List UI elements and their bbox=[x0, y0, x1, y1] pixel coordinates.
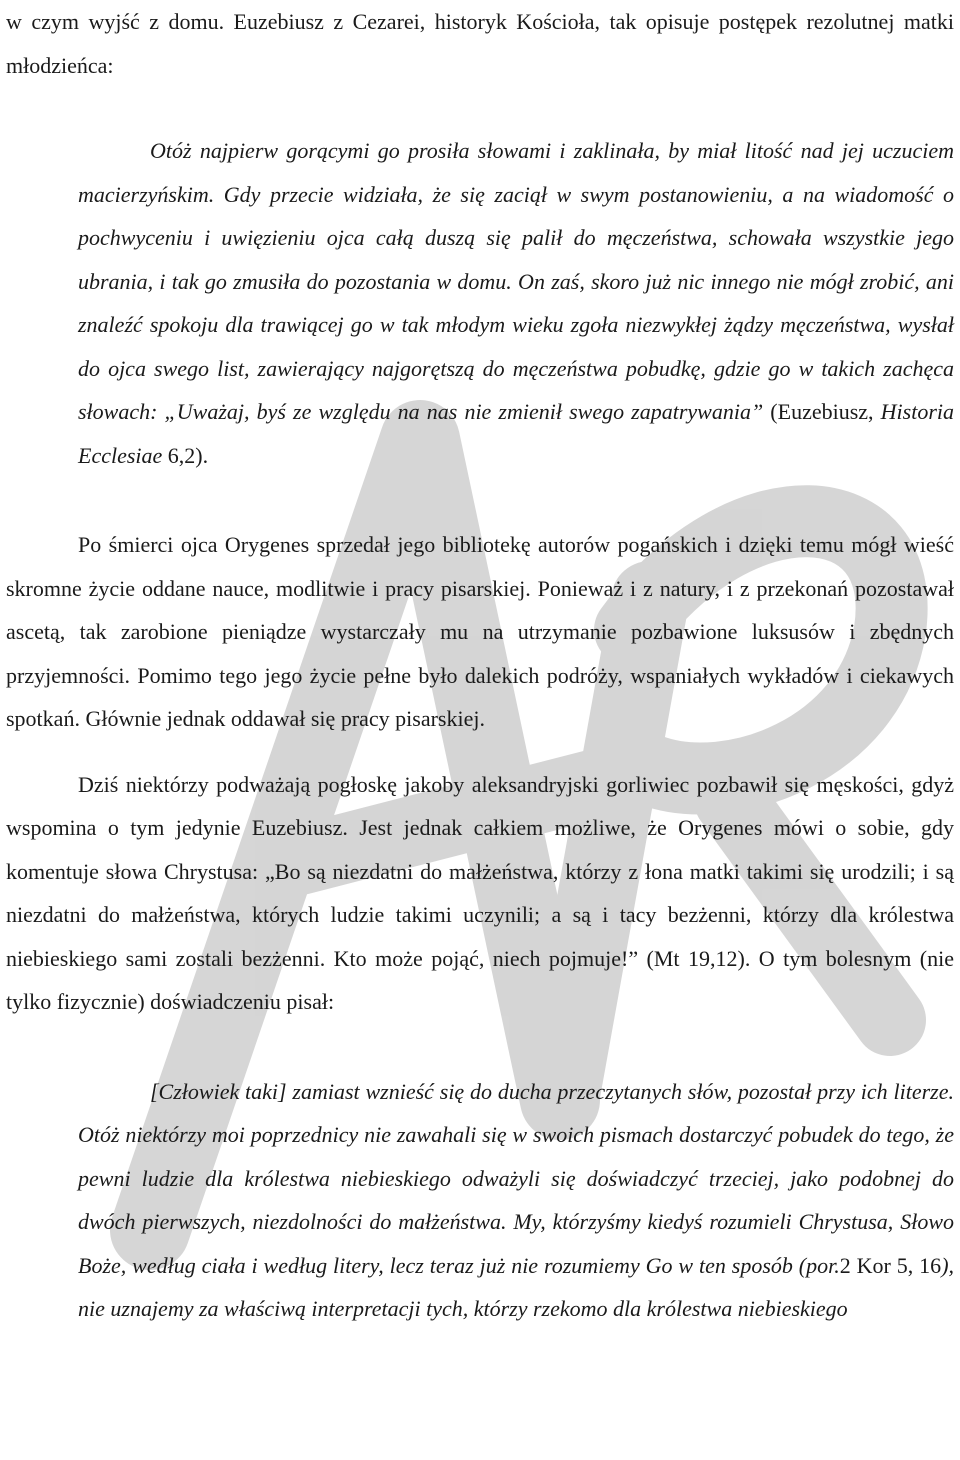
intro-text: w czym wyjść z domu. Euzebiusz z Cezarei, historyk Kościoła, tak opisuje postępek rezolutnej matki młodzieńca: bbox=[6, 9, 954, 78]
eusebius-quote bbox=[6, 129, 954, 477]
eusebius-quote-text bbox=[78, 129, 954, 477]
origen-quote bbox=[6, 1070, 954, 1331]
paragraph-library: Po śmierci ojca Orygenes sprzedał jego bibliotekę autorów pogańskich i dzięki temu mógł wieść skromne życie oddane nauce, modlitwie i pracy pisarskiej. Ponieważ i z natury, i z przekonań pozostawał ascetą, tak zarobione pieniądze wystarczały mu na utrzymanie pozbawione luksusów i zbędnych przyjemności. Pomimo tego jego życie pełne było dalekich podróży, wspaniałych wykładów i ciekawych spotkań. Głównie jednak oddawał się pracy pisarskiej. bbox=[6, 532, 954, 731]
quote2-ref: 2 Kor 5, 16 bbox=[839, 1252, 942, 1278]
quote1-source-close: 6,2). bbox=[162, 442, 209, 468]
origen-quote-text bbox=[78, 1070, 954, 1331]
paragraph-castration: Dziś niektórzy podważają pogłoskę jakoby aleksandryjski gorliwiec pozbawił się męskości, gdyż wspomina o tym jedynie Euzebiusz. Jest jednak całkiem możliwe, że Orygenes mówi o sobie, gdy komentuje słowa Chrystusa: „Bo są niezdatni do małżeństwa, którzy z łona matki takimi się urodzili; i są niezdatni do małżeństwa, których ludzie takimi uczynili; a są i tacy bezżenni, którzy dla królestwa niebieskiego sami zostali bezżenni. Kto może pojąć, niech pojmuje!” (Mt 19,12). O tym bolesnym (nie tylko fizycznie) doświadczeniu pisał: bbox=[6, 771, 954, 1014]
quote2-part2: ), nie uznajemy za właściwą interpretacji tych, którzy rzekomo dla królestwa niebieskiego bbox=[78, 1252, 955, 1321]
quote1-text: Otóż najpierw gorącymi go prosiła słowami i zaklinała, by miał litość nad jej uczuciem macierzyńskim. Gdy przecie widziała, że się zaciął w swym postanowieniu, a na wiadomość o pochwyceniu i uwięzieniu ojca całą duszą się palił do męczeństwa, schowała wszystkie jego ubrania, i tak go zmusiła do pozostania w domu. On zaś, skoro już nic innego nie mógł zrobić, ani znaleźć spokoju dla trawiącej go w tak młodym wieku zgoła niezwykłej żądzy męczeństwa, wysłał do ojca swego list, zawierający najgorętszą do męczeństwa pobudkę, gdzie go w takich zachęca słowach: „Uważaj, byś ze względu na nas nie zmienił swego zapatrywania” bbox=[78, 138, 954, 424]
quote1-source-title: Historia Ecclesiae bbox=[78, 399, 954, 468]
intro-paragraph bbox=[6, 0, 954, 87]
quote2-part1: [Człowiek taki] zamiast wznieść się do ducha przeczytanych słów, pozostał przy ich literze. Otóż niektórzy moi poprzednicy nie zawahali się w swoich pismach dostarczyć pobudek do tego, że pewni ludzie dla królestwa niebieskiego odważyli się doświadczyć trzeciej, jako podobnej do dwóch pierwszych, niezdolności do małżeństwa. My, którzyśmy kiedyś rozumieli Chrystusa, Słowo Boże, według ciała i według litery, lecz teraz już nie rozumiemy Go w ten sposób (por. bbox=[78, 1078, 954, 1278]
quote1-source-open: (Euzebiusz, bbox=[763, 399, 881, 424]
